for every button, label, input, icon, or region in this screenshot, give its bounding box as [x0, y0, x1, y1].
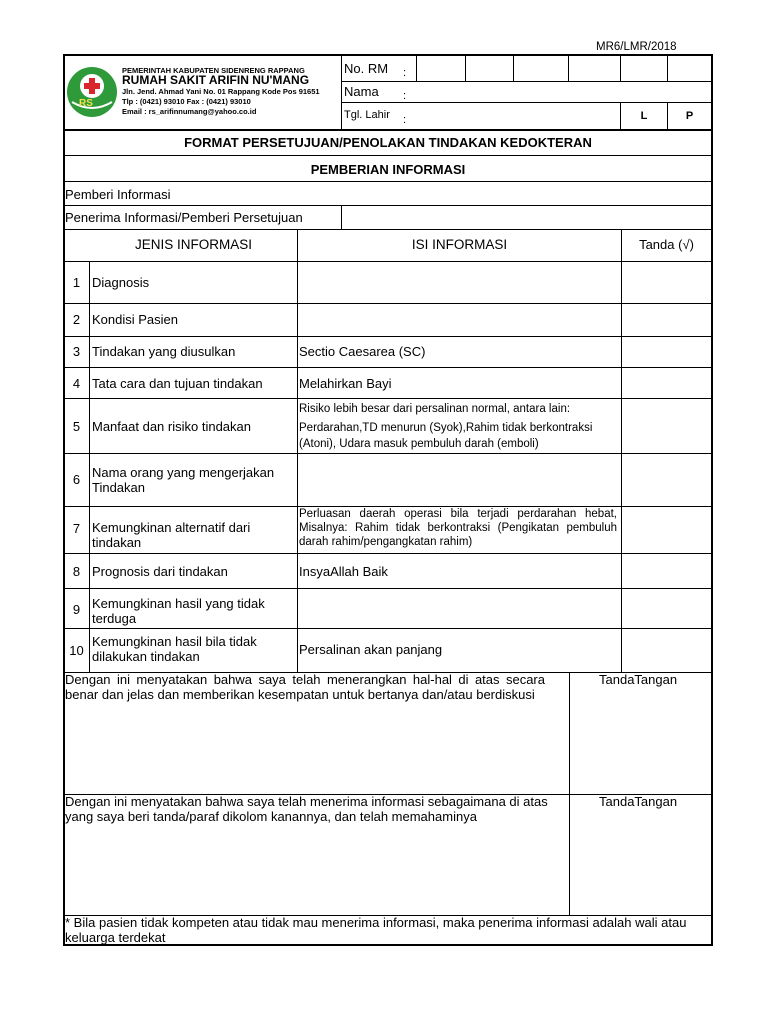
tanda-checkbox[interactable] [622, 589, 711, 628]
row-isi: InsyaAllah Baik [299, 564, 388, 579]
section-title: PEMBERIAN INFORMASI [310, 162, 466, 177]
row-jenis: Kemungkinan hasil bila tidak dilakukan tindakan [92, 634, 257, 664]
signature-field-informer[interactable] [571, 690, 710, 793]
col-header-tanda: Tanda (√) [639, 237, 694, 252]
hospital-phone: Tlp : (0421) 93010 Fax : (0421) 93010 [122, 97, 251, 106]
row-number: 10 [69, 643, 84, 658]
tanda-checkbox[interactable] [622, 337, 711, 367]
row-number: 5 [72, 419, 81, 434]
row-jenis: Diagnosis [92, 275, 150, 290]
signature-label-receiver: TandaTangan [599, 794, 678, 809]
tanda-checkbox[interactable] [622, 399, 711, 453]
tanda-checkbox[interactable] [622, 629, 711, 672]
hospital-address: Jln. Jend. Ahmad Yani No. 01 Rappang Kode Pos 91651 [122, 87, 320, 96]
col-header-jenis: JENIS INFORMASI [134, 237, 252, 252]
statement-informer: Dengan ini menyatakan bahwa saya telah menerangkan hal-hal di atas secara benar dan jelas dan memberikan kesempatan untuk bertanya dan/atau berdiskusi [65, 672, 545, 702]
row-number: 8 [72, 564, 81, 579]
frame-right [711, 54, 713, 946]
row-isi: Risiko lebih besar dari persalinan normal, antara lain: [299, 403, 571, 415]
tanda-checkbox[interactable] [622, 554, 711, 588]
giver-field[interactable] [342, 182, 710, 205]
statement-receiver: Dengan ini menyatakan bahwa saya telah menerima informasi sebagaimana di atas yang saya beri tanda/paraf dikolom kanannya, dan telah memahaminya [65, 794, 548, 824]
name-colon: : [403, 90, 407, 102]
row-number: 2 [72, 312, 81, 327]
row-jenis: Kondisi Pasien [92, 312, 178, 327]
rm-colon: : [403, 67, 407, 79]
giver-label: Pemberi Informasi [65, 187, 171, 202]
rm-label: No. RM [344, 61, 389, 76]
dob-colon: : [403, 114, 407, 126]
row-jenis: Nama orang yang mengerjakan Tindakan [92, 465, 275, 495]
sex-p-option[interactable]: P [685, 110, 694, 122]
receiver-label: Penerima Informasi/Pemberi Persetujuan [65, 210, 303, 225]
hospital-email: Email : rs_arifinnumang@yahoo.co.id [122, 107, 257, 116]
row-jenis: Tata cara dan tujuan tindakan [92, 376, 263, 391]
row-isi: Persalinan akan panjang [299, 642, 443, 657]
row-number: 1 [72, 275, 81, 290]
rm-number-boxes[interactable] [416, 56, 712, 81]
tanda-checkbox[interactable] [622, 454, 711, 506]
signature-field-receiver[interactable] [571, 812, 710, 914]
name-label: Nama [344, 84, 379, 99]
name-field[interactable] [416, 82, 710, 102]
dob-field[interactable] [416, 103, 586, 129]
form-title: FORMAT PERSETUJUAN/PENOLAKAN TINDAKAN KEDOKTERAN [184, 135, 592, 150]
row-number: 6 [72, 472, 81, 487]
tanda-checkbox[interactable] [622, 262, 711, 303]
tanda-checkbox[interactable] [622, 304, 711, 336]
receiver-field[interactable] [342, 206, 710, 229]
row-isi-detail: Perdarahan,TD menurun (Syok),Rahim tidak berkontraksi (Atoni), Udara masuk pembuluh darah (emboli) [299, 422, 593, 450]
row-number: 9 [72, 602, 81, 617]
row-jenis: Manfaat dan risiko tindakan [92, 419, 251, 434]
row-jenis: Prognosis dari tindakan [92, 564, 228, 579]
sex-l-option[interactable]: L [640, 110, 648, 122]
logo-text: RS [79, 98, 93, 109]
col-header-isi: ISI INFORMASI [411, 237, 508, 252]
signature-label-informer: TandaTangan [599, 672, 678, 687]
row-isi: Melahirkan Bayi [299, 376, 392, 391]
footnote: * Bila pasien tidak kompeten atau tidak mau menerima informasi, maka penerima informasi adalah wali atau keluarga terdekat [65, 915, 687, 945]
patient-box-divider [341, 54, 342, 130]
row-jenis: Kemungkinan alternatif dari tindakan [92, 520, 251, 550]
row-jenis: Kemungkinan hasil yang tidak terduga [92, 596, 265, 626]
row-jenis: Tindakan yang diusulkan [92, 344, 236, 359]
row-number: 7 [72, 521, 81, 536]
row-isi: Sectio Caesarea (SC) [299, 344, 426, 359]
row-number: 3 [72, 344, 81, 359]
hospital-name: RUMAH SAKIT ARIFIN NU'MANG [122, 73, 310, 87]
government-name: PEMERINTAH KABUPATEN SIDENRENG RAPPANG [122, 66, 305, 75]
tanda-checkbox[interactable] [622, 368, 711, 398]
row-isi: Perluasan daerah operasi bila terjadi perdarahan hebat, Misalnya: Rahim tidak berkontraksi (Pengikatan pembuluh darah rahim/pengangkatan rahim) [299, 508, 617, 548]
dob-label: Tgl. Lahir [344, 109, 390, 121]
row-number: 4 [72, 376, 81, 391]
tanda-checkbox[interactable] [622, 507, 711, 553]
document-code: MR6/LMR/2018 [596, 41, 677, 53]
